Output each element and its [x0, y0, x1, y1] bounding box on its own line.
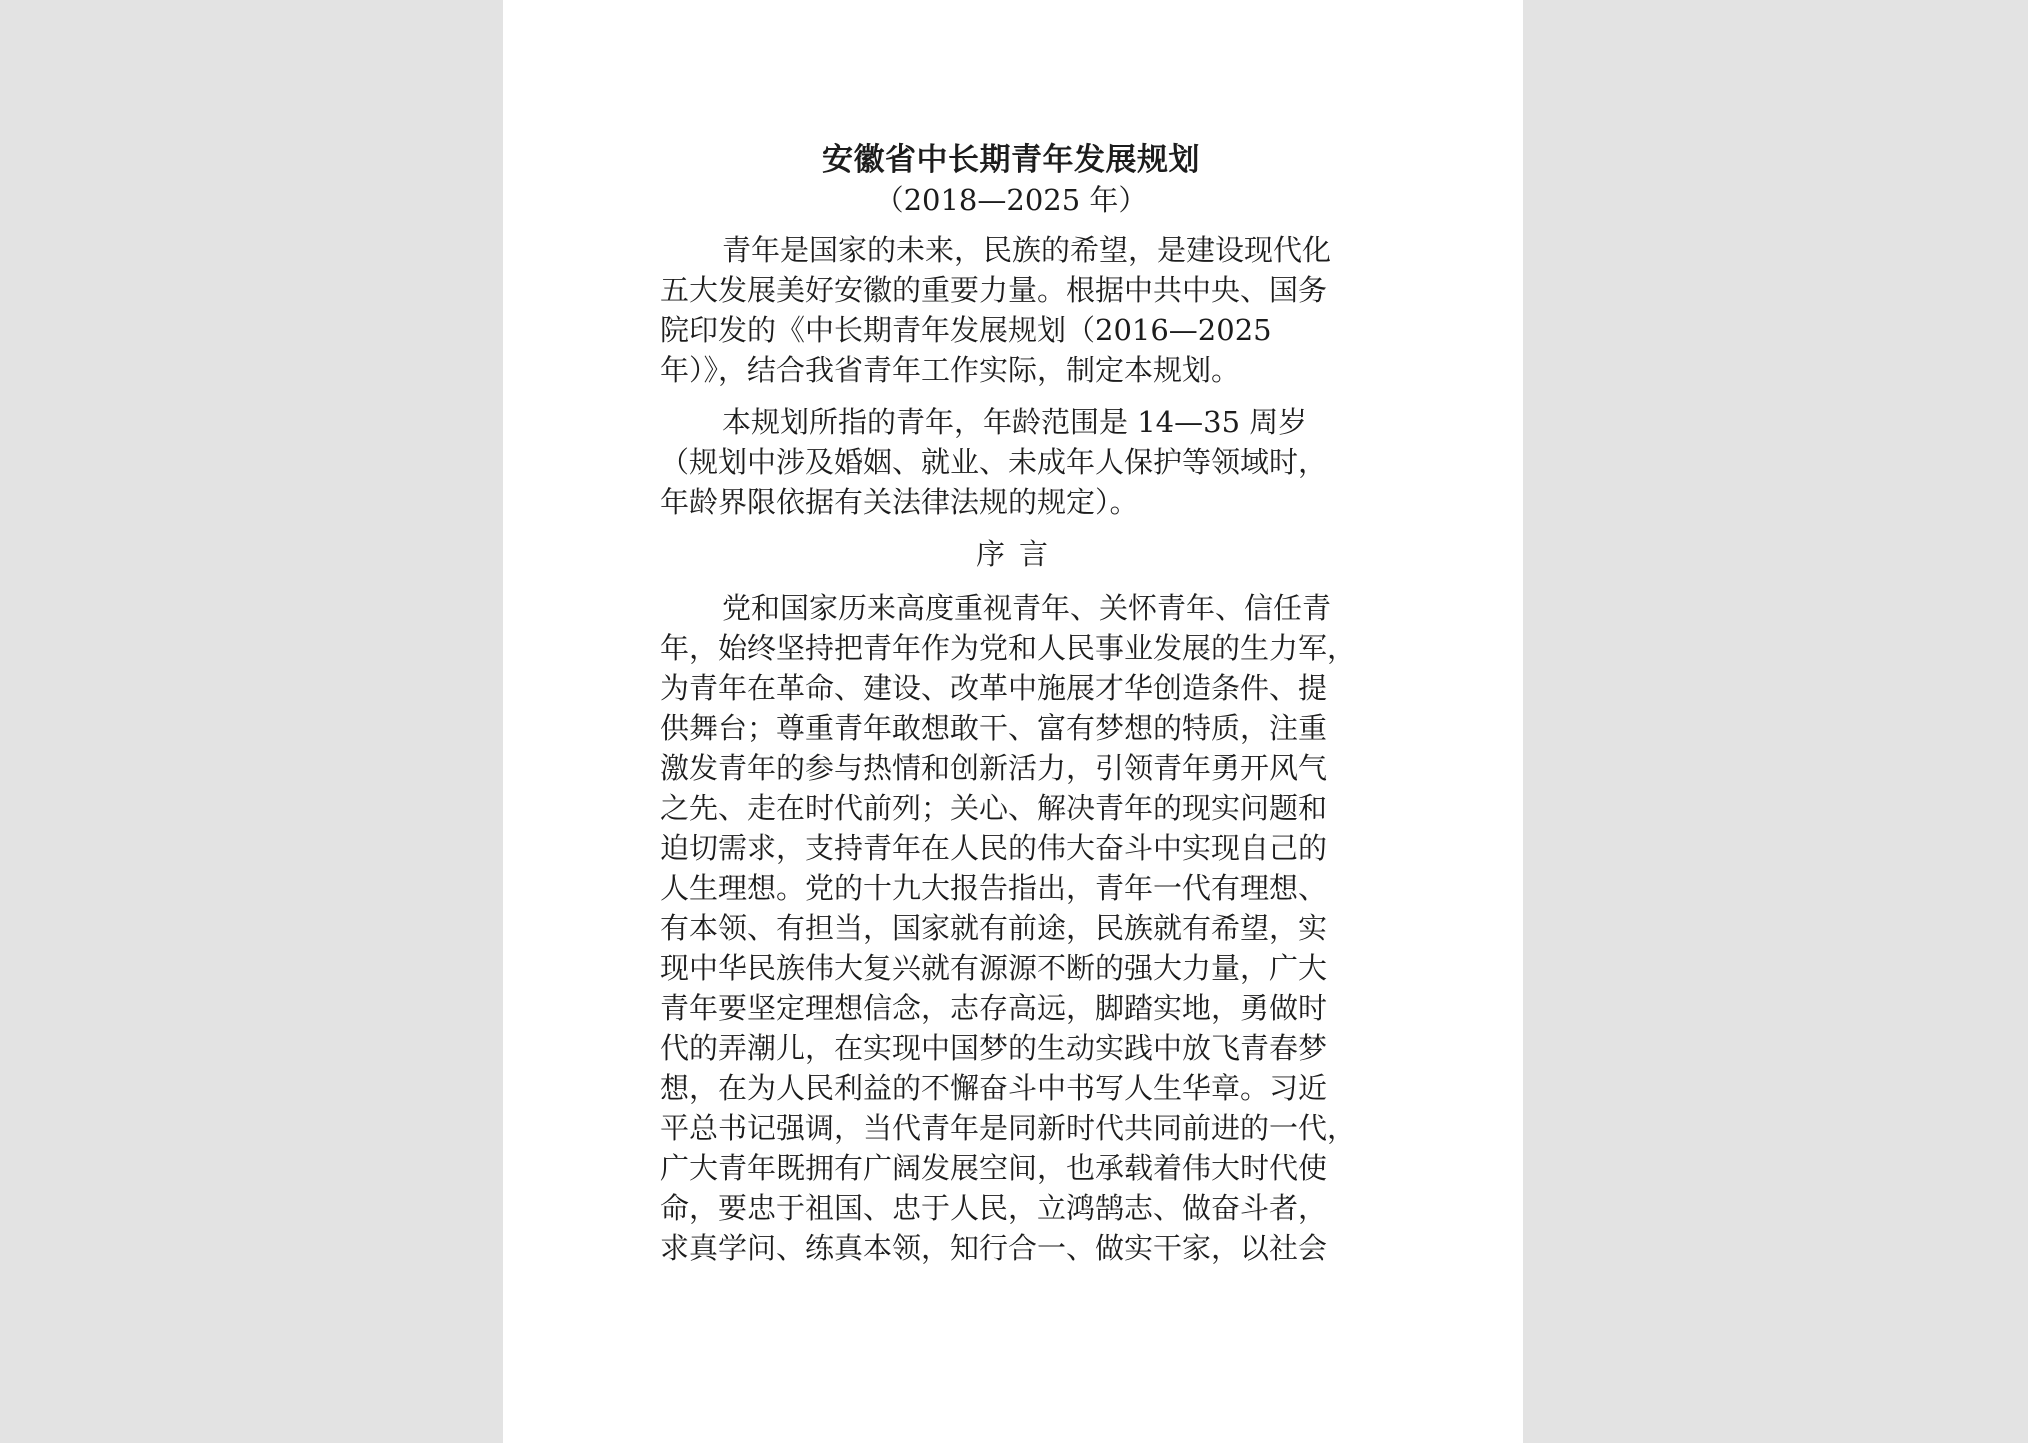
document-subtitle: （2018—2025 年）: [874, 183, 1148, 217]
paragraph-line: 求真学问、练真本领，知行合一、做实干家，以社会: [660, 1231, 1328, 1265]
paragraph-line: 平总书记强调，当代青年是同新时代共同前进的一代，: [660, 1111, 1357, 1145]
paragraph-line: （规划中涉及婚姻、就业、未成年人保护等领域时，: [660, 445, 1328, 479]
paragraph-line: 有本领、有担当，国家就有前途，民族就有希望，实: [660, 911, 1328, 945]
paragraph-line: 命，要忠于祖国、忠于人民，立鸿鹄志、做奋斗者，: [660, 1191, 1328, 1225]
page-content: [660, 140, 1390, 1280]
paragraph-line: 年）》，结合我省青年工作实际，制定本规划。: [660, 353, 1241, 387]
paragraph-line: 代的弄潮儿，在实现中国梦的生动实践中放飞青春梦: [660, 1031, 1328, 1065]
paragraph-line: 院印发的《中长期青年发展规划（2016—2025: [660, 313, 1272, 347]
intro-paragraph: [660, 230, 1390, 390]
document-title: 安徽省中长期青年发展规划: [822, 142, 1200, 178]
document-page: [503, 0, 1523, 1443]
paragraph-line: 为青年在革命、建设、改革中施展才华创造条件、提: [660, 671, 1328, 705]
paragraph-line: 人生理想。党的十九大报告指出，青年一代有理想、: [660, 871, 1328, 905]
paragraph-line: 供舞台；尊重青年敢想敢干、富有梦想的特质，注重: [660, 711, 1328, 745]
preface-paragraph: [660, 588, 1390, 1268]
section-heading-preface: 序言: [975, 537, 1062, 571]
paragraph-line: 年，始终坚持把青年作为党和人民事业发展的生力军，: [660, 631, 1357, 665]
paragraph-line: 青年要坚定理想信念，志存高远，脚踏实地，勇做时: [660, 991, 1328, 1025]
paragraph-line: 迫切需求，支持青年在人民的伟大奋斗中实现自己的: [660, 831, 1328, 865]
paragraph-line: 五大发展美好安徽的重要力量。根据中共中央、国务: [660, 273, 1328, 307]
paragraph-line: 广大青年既拥有广阔发展空间，也承载着伟大时代使: [660, 1151, 1328, 1185]
paragraph-line: 党和国家历来高度重视青年、关怀青年、信任青: [722, 591, 1332, 625]
scope-paragraph: [660, 402, 1390, 522]
paragraph-line: 之先、走在时代前列；关心、解决青年的现实问题和: [660, 791, 1328, 825]
paragraph-line: 青年是国家的未来，民族的希望，是建设现代化: [722, 233, 1332, 267]
paragraph-line: 本规划所指的青年，年龄范围是 14—35 周岁: [722, 405, 1308, 439]
paragraph-line: 年龄界限依据有关法律法规的规定）。: [660, 485, 1139, 519]
paragraph-line: 激发青年的参与热情和创新活力，引领青年勇开风气: [660, 751, 1328, 785]
paragraph-line: 想，在为人民利益的不懈奋斗中书写人生华章。习近: [660, 1071, 1328, 1105]
paragraph-line: 现中华民族伟大复兴就有源源不断的强大力量，广大: [660, 951, 1328, 985]
